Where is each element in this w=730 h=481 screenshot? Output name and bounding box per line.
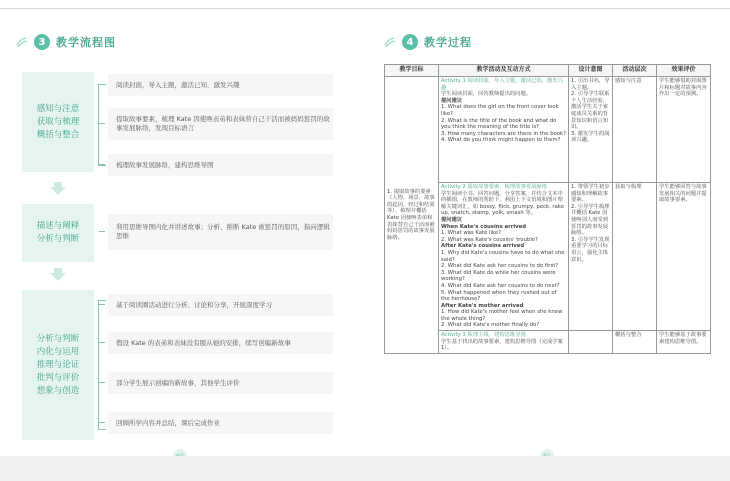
- subheading: When Kate's cousins arrived: [441, 223, 526, 230]
- eval-cell: 学生能够回答与故事发展相关的问题并提取故事要素。: [657, 183, 711, 331]
- question: 3. How many characters are there in the book?: [441, 130, 566, 137]
- left-page: [10, 14, 358, 454]
- question: 4. What did Kate ask her cousins to do next?: [441, 282, 560, 289]
- section-title: 教学过程: [424, 36, 472, 49]
- section-number: 4: [402, 34, 418, 50]
- question: 3. What did Kate do while her cousins were working?: [441, 269, 556, 283]
- flow-step: [108, 154, 333, 176]
- bracket: [98, 84, 106, 166]
- col-header: 教学活动及互动方式: [439, 65, 569, 77]
- step-text: 部分学生展示创编的新故事，其他学生评价: [116, 378, 240, 387]
- eval-cell: 学生能够借助封面图片和标题对故事内容作出一定的预测。: [657, 77, 711, 183]
- top-rule: [0, 8, 730, 9]
- section-title: 教学流程图: [56, 36, 116, 49]
- question: 2. What was Kate's cousins' trouble?: [441, 236, 538, 243]
- question: 4. What do you think might happen to them?: [441, 137, 561, 144]
- question-label: 提问建议: [441, 97, 463, 104]
- down-arrow-icon: [50, 273, 66, 281]
- col-header: 活动层次: [613, 65, 657, 77]
- flow-step: [108, 74, 333, 96]
- question: 2. What did Kate's mother finally do?: [441, 322, 540, 329]
- down-arrow-icon: [50, 187, 66, 195]
- stage-box-2: [22, 204, 94, 262]
- subheading: After Kate's mother arrived: [441, 302, 524, 309]
- question-label: 提问建议: [441, 216, 463, 223]
- stage-box-1: [22, 72, 94, 172]
- table-row: [385, 77, 711, 183]
- question: 5. What happened when they rushed out of the henhouse?: [441, 289, 557, 303]
- flow-step: [108, 108, 333, 140]
- activity-title: Activity 3 梳理主线，建构思维导图: [441, 332, 526, 339]
- col-header: 教学目标: [385, 65, 439, 77]
- activity-desc: 学生阅读封面，回答教师提出的问题。: [441, 91, 532, 98]
- col-header: 设计意图: [569, 65, 613, 77]
- intent-cell: [569, 331, 613, 354]
- table-header-row: [385, 65, 711, 77]
- bracket: [98, 300, 106, 430]
- question: 2. What did Kate ask her cousins to do first?: [441, 263, 559, 270]
- stage-box-3: [22, 290, 94, 440]
- flow-step: [108, 332, 333, 354]
- flow-section-header: [16, 34, 116, 50]
- eval-cell: 学生能够基于故事要素建构思维导图。: [657, 331, 711, 354]
- question: 1. What was Kate like?: [441, 230, 501, 237]
- question: 2. What is the title of the book and what do you think the meaning of the title is?: [441, 117, 557, 131]
- intent-cell: 1. 引出书名，导入主题。 2. 引导学生联系个人生活经验，激活学生关于家庭成员关系的背景知识和语言知识。 3. 激发学生的阅读兴趣。: [569, 77, 613, 183]
- process-table: [384, 64, 711, 354]
- intent-cell: 1. 带领学生初步感知和理解故事要素。 2. 引导学生梳理并概括 Kate 因使唤别人而受到惩罚的故事发展脉络。 3. 引导学生发现重要学习的目标语言，强化主体意识。: [569, 183, 613, 331]
- activity-desc: 学生基于找出的故事要素，建构思维导图（完成学案 1）。: [441, 338, 563, 352]
- bottom-strip: [0, 456, 730, 481]
- flow-step: [108, 214, 333, 250]
- step-text: 提取故事要素，梳理 Kate 因使唤表弟和表妹替自己干活而被妈妈惩罚的故事发展脉络，发现目标语言: [116, 115, 330, 132]
- activity-title: Activity 1 阅读封面，导入主题，激活已知，激发兴趣: [441, 78, 563, 91]
- subheading: After Kate's cousins arrived: [441, 243, 525, 250]
- flow-step: [108, 372, 333, 394]
- step-text: 假设 Kate 的表弟和表妹没有服从她的安排，续写创编新故事: [116, 338, 291, 347]
- goal-cell: 1. 提取故事的要素（人物、场景、故事的起因、经过和结果等），梳理并概括 Kate 因使唤表弟和表妹替自己干活而被妈妈惩罚的故事发展脉络。: [385, 77, 439, 354]
- stage-label: 描述与阐释 分析与判断: [36, 221, 80, 244]
- activity-cell: [439, 331, 569, 354]
- step-text: 梳理故事发展脉络，建构思维导图: [116, 160, 214, 169]
- question: 1. Why did Kate's cousins have to do what she said?: [441, 249, 565, 263]
- step-text: 回顾所学内容并总结，课后完成作业: [116, 418, 220, 427]
- question: 1. What does the girl on the front cover look like?: [441, 104, 559, 117]
- right-page: [368, 14, 720, 454]
- flow-step: [108, 294, 333, 316]
- section-number: 3: [34, 34, 50, 50]
- step-text: 基于阅读圈活动进行分析、讨论和分享，开展深度学习: [116, 300, 272, 309]
- process-section-header: [384, 34, 472, 50]
- activity-cell: [439, 77, 569, 183]
- step-text: 利用思维导图内化并讲述故事；分析、推断 Kate 被惩罚的原因，指向逻辑思维: [116, 223, 330, 240]
- col-header: 效果评价: [657, 65, 711, 77]
- flow-step: [108, 412, 333, 434]
- level-cell: 感知与注意: [613, 77, 657, 183]
- wave-icon: [384, 36, 396, 48]
- wave-icon: [16, 36, 28, 48]
- stage-label: 分析与判断 内化与运用 推理与论证 批判与评价 想象与创造: [36, 333, 80, 396]
- activity-desc: 学生阅读全书，回答问题，分享答案，并结合文本中的插图，在教师的帮助下，利用上下文语境和图片理解关键词汇，如 bossy, flick, grumpy, peck, rake up, snatch, stamp, yolk, smash 等。: [441, 190, 564, 217]
- activity-cell: [439, 183, 569, 331]
- activity-title: Activity 2 提取故事要素，梳理故事发展脉络: [441, 184, 548, 190]
- question: 1. How did Kate's mother feel when she knew the whole thing?: [441, 309, 563, 322]
- stage-label: 感知与注意 获取与梳理 概括与整合: [36, 103, 80, 140]
- level-cell: 获取与梳理: [613, 183, 657, 331]
- level-cell: 概括与整合: [613, 331, 657, 354]
- step-text: 阅读封面，导入主题，激活已知，激发兴趣: [116, 80, 240, 89]
